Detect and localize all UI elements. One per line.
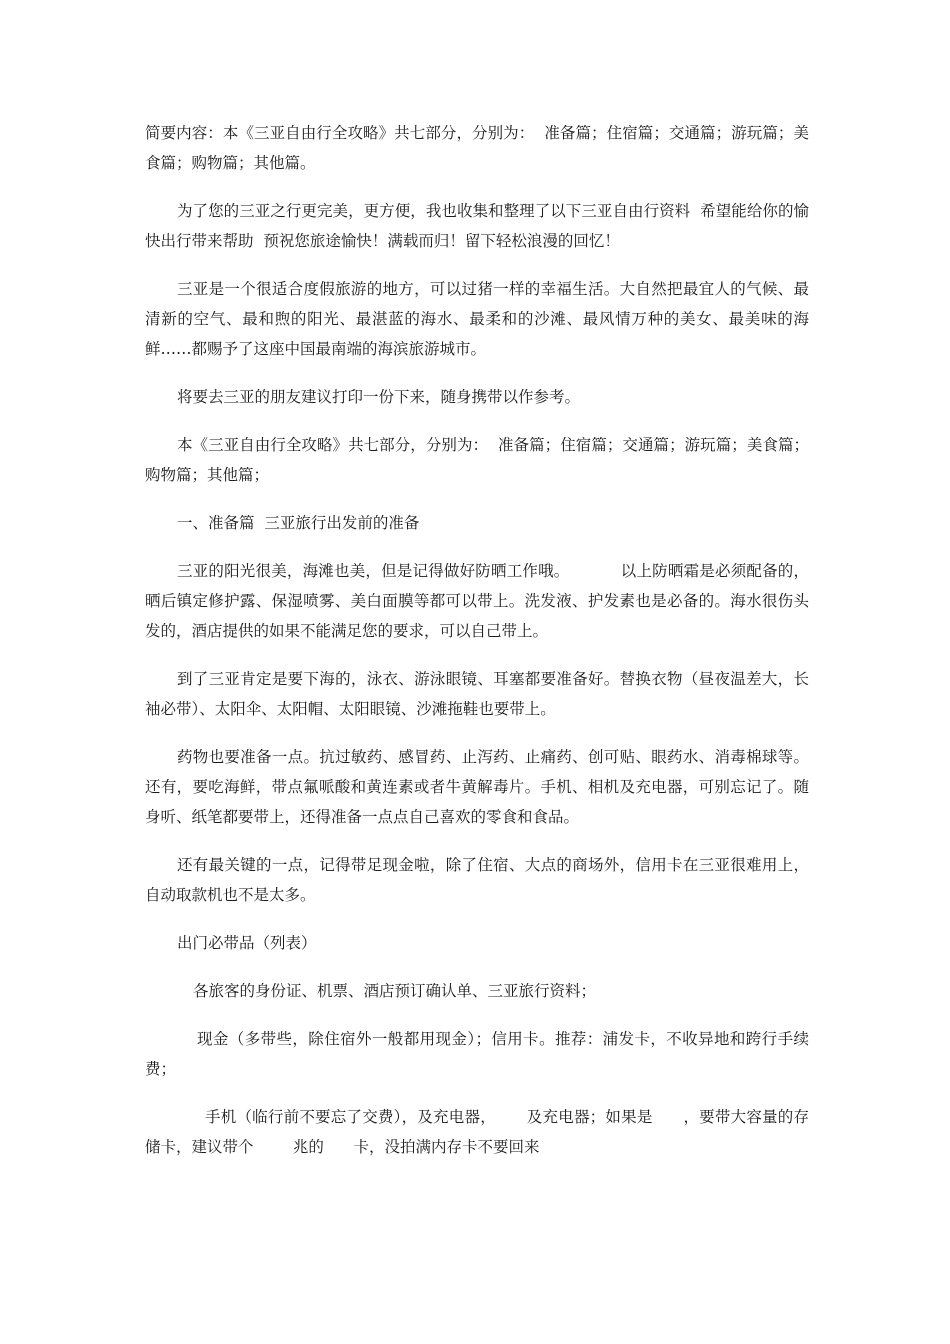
intro-paragraph: 为了您的三亚之行更完美，更方便，我也收集和整理了以下三亚自由行资料 希望能给你的愉快出行带来帮助 预祝您旅途愉快！满载而归！留下轻松浪漫的回忆！ [145,202,809,250]
print-advice-paragraph: 将要去三亚的朋友建议打印一份下来，随身携带以作参考。 [177,388,581,406]
checklist-item-cash: 现金（多带些，除住宿外一般都用现金）；信用卡。推荐：浦发卡，不收异地和跨行手续费； [145,1030,809,1078]
sunscreen-paragraph: 三亚的阳光很美，海滩也美，但是记得做好防晒工作哦。 以上防晒霜是必须配备的，晒后镇定修护露、保湿喷雾、美白面膜等都可以带上。洗发液、护发素也是必备的。海水很伤头发的，酒店提供的如果不能满足您的要求，可以自己带上。 [145,562,809,640]
sections-overview-paragraph: 本《三亚自由行全攻略》共七部分，分别为： 准备篇；住宿篇；交通篇；游玩篇；美食篇；购物篇；其他篇； [145,436,809,484]
section-heading-preparation: 一、准备篇 三亚旅行出发前的准备 [177,514,420,532]
cash-paragraph: 还有最关键的一点，记得带足现金啦，除了住宿、大点的商场外，信用卡在三亚很难用上，自动取款机也不是太多。 [145,856,809,904]
document-body [145,118,809,1162]
checklist-item-documents: 各旅客的身份证、机票、酒店预订确认单、三亚旅行资料； [193,982,597,1000]
summary-paragraph: 简要内容：本《三亚自由行全攻略》共七部分，分别为： 准备篇；住宿篇；交通篇；游玩篇；美食篇；购物篇；其他篇。 [145,124,809,172]
sanya-description-paragraph: 三亚是一个很适合度假旅游的地方，可以过猪一样的幸福生活。大自然把最宜人的气候、最清新的空气、最和煦的阳光、最湛蓝的海水、最柔和的沙滩、最风情万种的美女、最美味的海鲜……都赐予了这座中国最南端的海滨旅游城市。 [145,280,809,358]
checklist-heading: 出门必带品（列表） [177,934,317,952]
medicine-paragraph: 药物也要准备一点。抗过敏药、感冒药、止泻药、止痛药、创可贴、眼药水、消毒棉球等。还有，要吃海鲜，带点氟哌酸和黄连素或者牛黄解毒片。手机、相机及充电器，可别忘记了。随身听、纸笔都要带上，还得准备一点点自己喜欢的零食和食品。 [145,748,809,826]
swimwear-paragraph: 到了三亚肯定是要下海的，泳衣、游泳眼镜、耳塞都要准备好。替换衣物（昼夜温差大，长袖必带）、太阳伞、太阳帽、太阳眼镜、沙滩拖鞋也要带上。 [145,670,809,718]
checklist-item-phone: 手机（临行前不要忘了交费），及充电器， 及充电器；如果是 ，要带大容量的存储卡，建议带个 兆的 卡，没拍满内存卡不要回来 [145,1108,809,1156]
